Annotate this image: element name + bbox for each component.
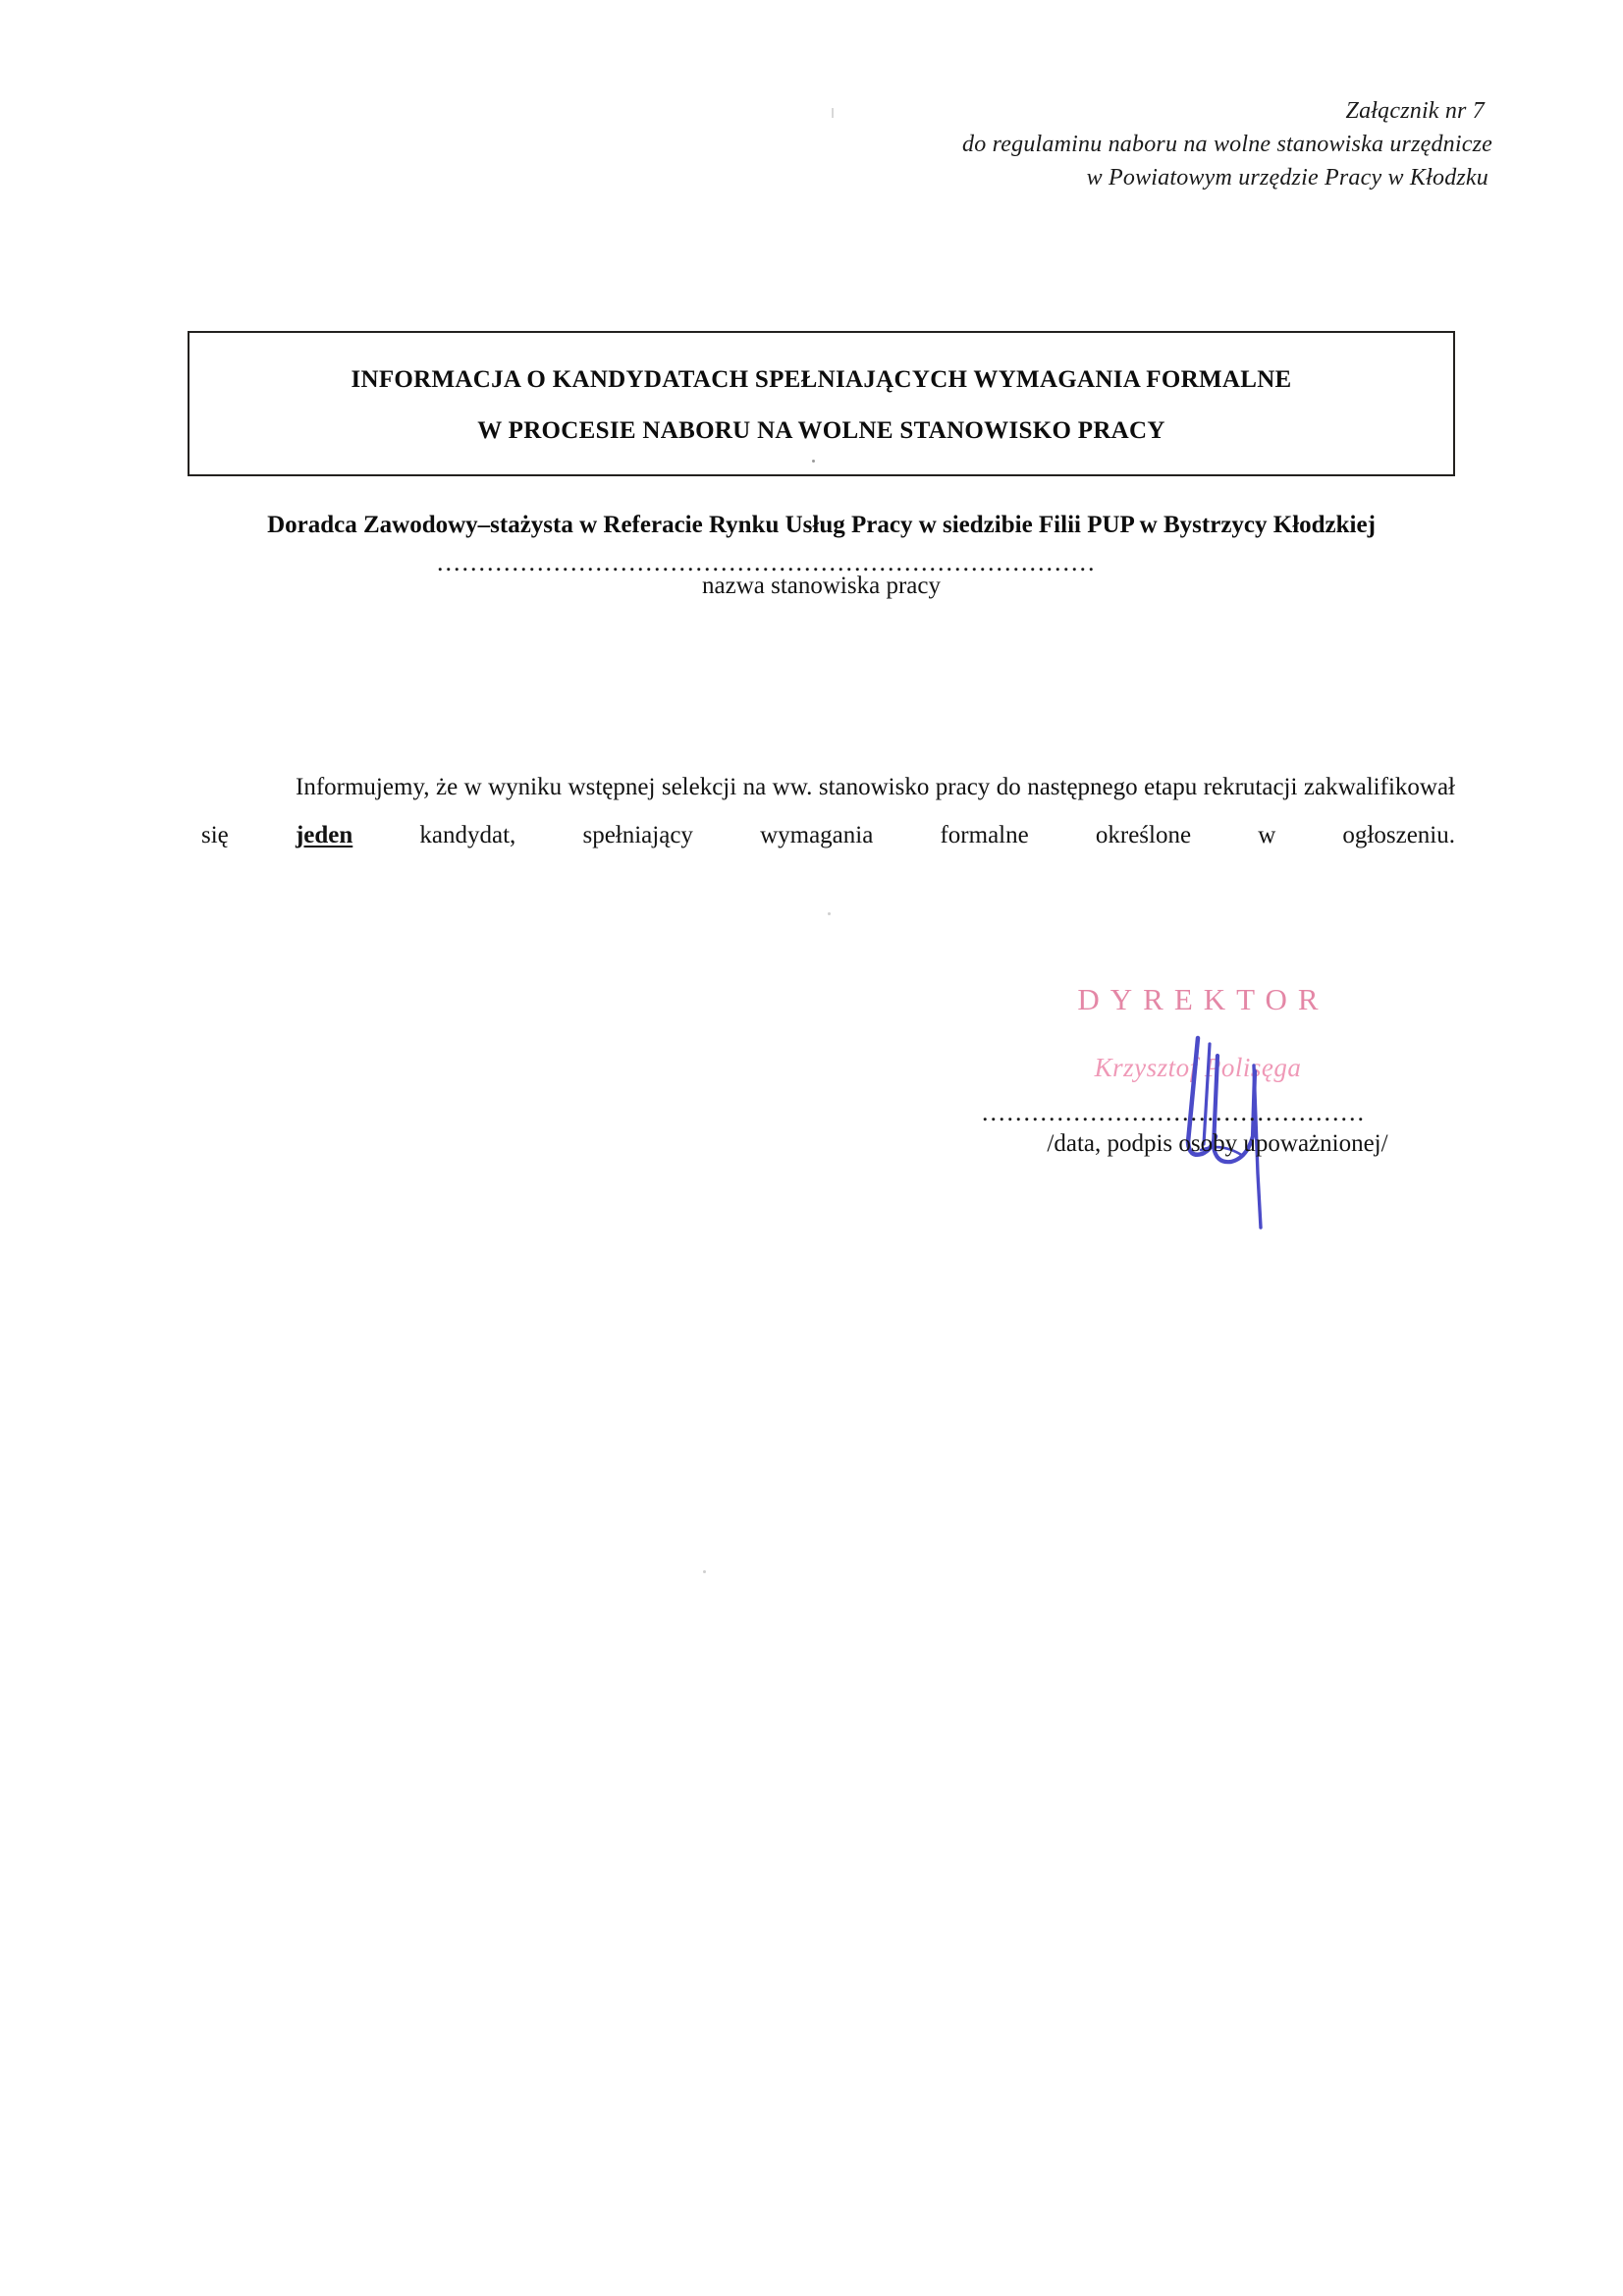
scan-artifact-speck-3 [832, 108, 834, 118]
director-stamp-title: DYREKTOR [1077, 982, 1329, 1016]
signature-dotted-rule: .............................................. [982, 1106, 1366, 1121]
annex-header-line-2: do regulaminu naboru na wolne stanowiska urzędnicze [962, 132, 1492, 157]
body-emphasis-word: jeden [295, 822, 353, 848]
scan-artifact-speck-2 [703, 1570, 706, 1573]
title-line-1: INFORMACJA O KANDYDATACH SPEŁNIAJĄCYCH WYMAGANIA FORMALNE [351, 366, 1292, 393]
scan-artifact-speck-1 [828, 912, 831, 915]
title-line-2: W PROCESIE NABORU NA WOLNE STANOWISKO PRACY [477, 417, 1165, 444]
body-text-part-2: kandydat, spełniający wymagania formalne określone w ogłoszeniu. [352, 822, 1455, 848]
signature-zone [962, 972, 1473, 1228]
title-box-content [189, 355, 1453, 457]
title-box [188, 331, 1455, 476]
body-paragraph [201, 763, 1455, 907]
signature-caption: /data, podpis osoby upoważnionej/ [1047, 1130, 1388, 1157]
scan-artifact-dot [812, 460, 815, 463]
annex-header [864, 94, 1492, 194]
body-text-part-1: Informujemy, że w wyniku wstępnej selekcji na ww. stanowisko pracy do następnego etapu rekrutacji zakwalifikował się [201, 774, 1455, 848]
annex-header-line-3: w Powiatowym urzędzie Pracy w Kłodzku [1086, 165, 1488, 191]
position-name: Doradca Zawodowy–stażysta w Referacie Rynku Usług Pracy w siedzibie Filii PUP w Bystrzycy Kłodzkiej [267, 512, 1376, 538]
director-stamp-name: Krzysztof Polisęga [1094, 1053, 1302, 1082]
position-caption: nazwa stanowiska pracy [702, 573, 941, 599]
annex-header-line-1: Załącznik nr 7 [1345, 98, 1485, 124]
position-dotted-rule: ............................................................................... [437, 556, 1097, 572]
